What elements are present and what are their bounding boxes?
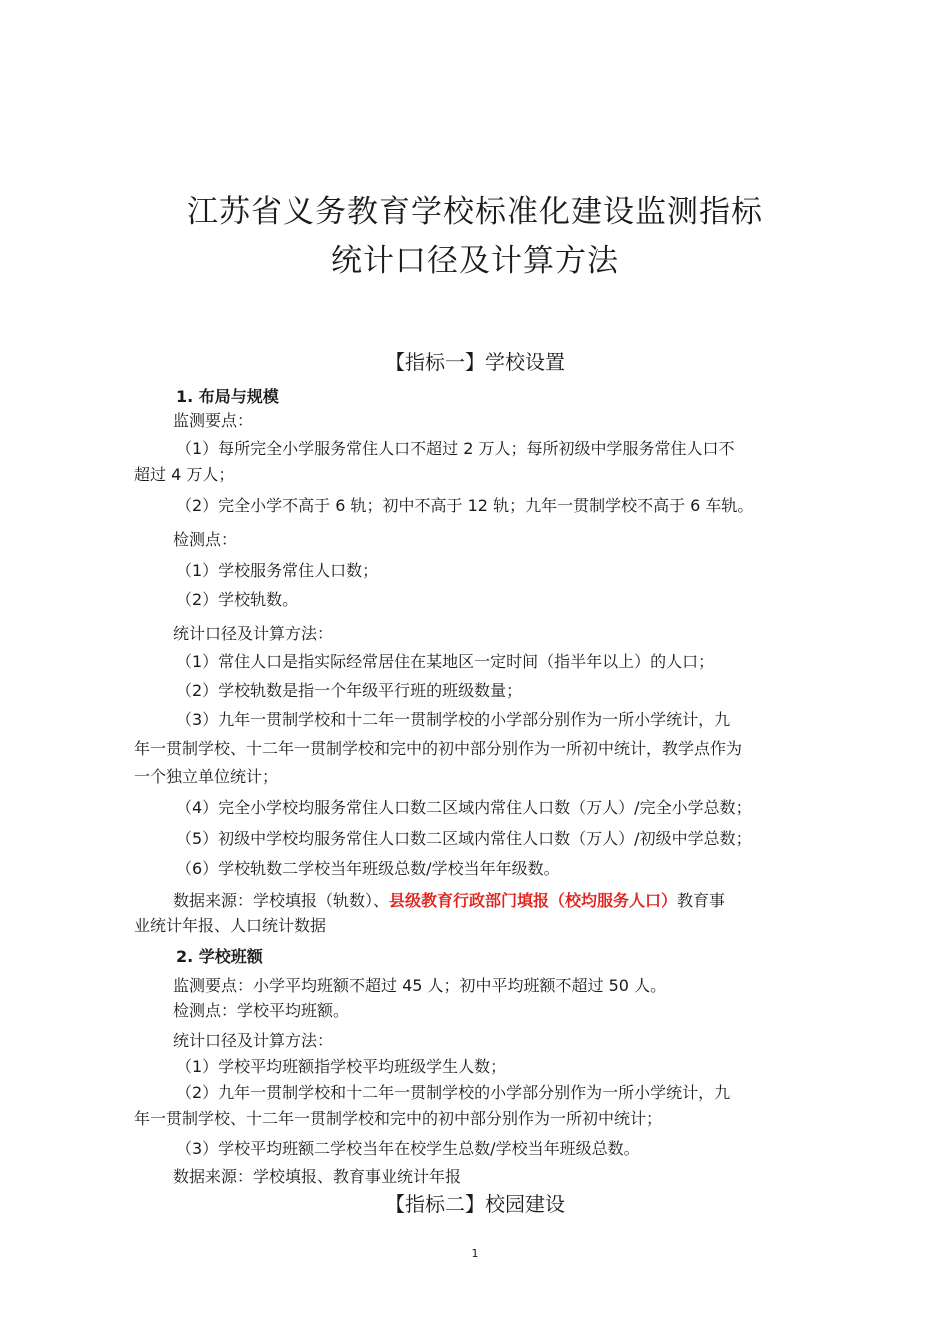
section-2-method-item-2: （2）九年一贯制学校和十二年一贯制学校的小学部分别作为一所小学统计，九 xyxy=(176,1083,731,1102)
indicator-1-heading: 【指标一】学校设置 xyxy=(385,350,565,374)
data-source-highlight: 县级教育行政部门填报（校均服务人口） xyxy=(389,891,678,910)
section-1-heading: 1. 布局与规模 xyxy=(176,387,279,406)
data-source-cont: 业统计年报、人口统计数据 xyxy=(134,916,327,935)
document-title-line-1: 江苏省义务教育学校标准化建设监测指标 xyxy=(187,194,763,230)
section-2-method-item-2-cont: 年一贯制学校、十二年一贯制学校和完中的初中部分别作为一所初中统计； xyxy=(134,1109,663,1128)
check-item-2: （2）学校轨数。 xyxy=(176,590,299,609)
document-title-line-2: 统计口径及计算方法 xyxy=(331,243,619,279)
section-2-check: 检测点：学校平均班额。 xyxy=(173,1001,350,1020)
method-item-1: （1）常住人口是指实际经常居住在某地区一定时间（指半年以上）的人口； xyxy=(176,652,715,671)
method-item-6: （6）学校轨数二学校当年班级总数/学校当年年级数。 xyxy=(176,859,560,878)
section-2-method-label: 统计口径及计算方法： xyxy=(173,1031,334,1050)
method-item-3-cont-1: 年一贯制学校、十二年一贯制学校和完中的初中部分别作为一所初中统计，教学点作为 xyxy=(134,739,743,758)
monitoring-item-2: （2）完全小学不高于 6 轨；初中不高于 12 轨；九年一贯制学校不高于 6 车轨。 xyxy=(176,496,754,515)
page-number: 1 xyxy=(471,1247,479,1260)
section-2-monitoring: 监测要点：小学平均班额不超过 45 人；初中平均班额不超过 50 人。 xyxy=(173,976,667,995)
monitoring-item-1-cont: 超过 4 万人； xyxy=(134,465,235,484)
section-2-method-item-1: （1）学校平均班额指学校平均班级学生人数； xyxy=(176,1057,507,1076)
section-2-heading: 2. 学校班额 xyxy=(176,947,263,966)
method-item-2: （2）学校轨数是指一个年级平行班的班级数量； xyxy=(176,681,523,700)
data-source-prefix: 数据来源：学校填报（轨数）、 xyxy=(173,891,390,910)
data-source-suffix: 教育事 xyxy=(677,891,726,910)
monitoring-item-1: （1）每所完全小学服务常住人口不超过 2 万人；每所初级中学服务常住人口不 xyxy=(176,439,735,458)
method-item-4: （4）完全小学校均服务常住人口数二区域内常住人口数（万人）/完全小学总数； xyxy=(176,798,752,817)
monitoring-label: 监测要点： xyxy=(173,411,254,430)
section-2-method-item-3: （3）学校平均班额二学校当年在校学生总数/学校当年班级总数。 xyxy=(176,1139,640,1158)
indicator-2-heading: 【指标二】校园建设 xyxy=(385,1192,565,1216)
check-item-1: （1）学校服务常住人口数； xyxy=(176,561,379,580)
data-source xyxy=(173,891,725,911)
method-item-5: （5）初级中学校均服务常住人口数二区域内常住人口数（万人）/初级中学总数； xyxy=(176,829,752,848)
method-item-3: （3）九年一贯制学校和十二年一贯制学校的小学部分别作为一所小学统计，九 xyxy=(176,710,731,729)
method-label: 统计口径及计算方法： xyxy=(173,624,334,643)
check-label: 检测点： xyxy=(173,530,238,549)
method-item-3-cont-2: 一个独立单位统计； xyxy=(134,767,279,786)
section-2-data-source: 数据来源：学校填报、教育事业统计年报 xyxy=(173,1167,462,1186)
